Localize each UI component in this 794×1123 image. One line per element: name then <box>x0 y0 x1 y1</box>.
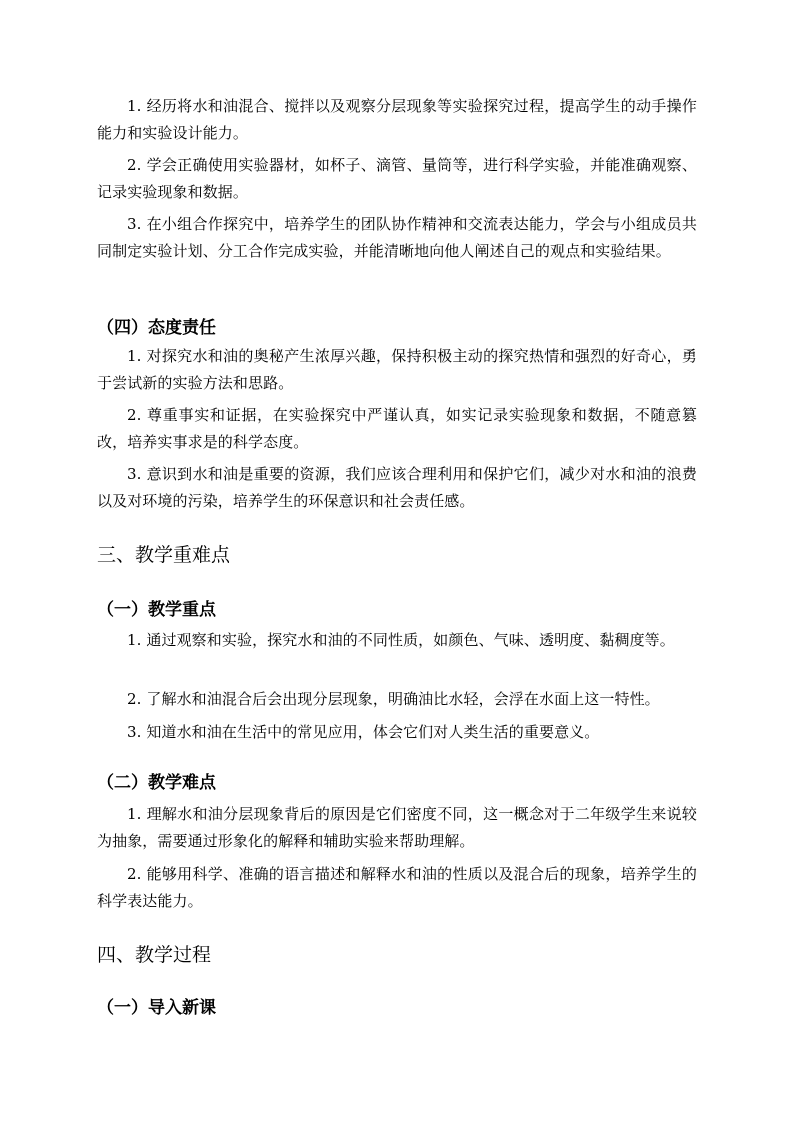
heading-key-points: （一）教学重点 <box>97 600 216 620</box>
key-paragraph-2: 2. 了解水和油混合后会出现分层现象，明确油比水轻，会浮在水面上这一特性。 <box>127 690 660 708</box>
difficulty-paragraph-2: 2. 能够用科学、准确的语言描述和解释水和油的性质以及混合后的现象，培养学生的科学表达能力。 <box>97 865 697 910</box>
skill-paragraph-3: 3. 在小组合作探究中，培养学生的团队协作精神和交流表达能力，学会与小组成员共同制定实验计划、分工合作完成实验，并能清晰地向他人阐述自己的观点和实验结果。 <box>97 215 697 260</box>
heading-section-4: 四、教学过程 <box>97 944 212 966</box>
attitude-paragraph-2: 2. 尊重事实和证据，在实验探究中严谨认真，如实记录实验现象和数据，不随意篡改，培养实事求是的科学态度。 <box>97 406 697 451</box>
heading-section-3: 三、教学重难点 <box>97 544 231 566</box>
difficulty-paragraph-1: 1. 理解水和油分层现象背后的原因是它们密度不同，这一概念对于二年级学生来说较为抽象，需要通过形象化的解释和辅助实验来帮助理解。 <box>97 805 697 850</box>
attitude-paragraph-1: 1. 对探究水和油的奥秘产生浓厚兴趣，保持积极主动的探究热情和强烈的好奇心，勇于尝试新的实验方法和思路。 <box>97 347 697 392</box>
heading-intro: （一）导入新课 <box>97 998 216 1018</box>
skill-paragraph-2: 2. 学会正确使用实验器材，如杯子、滴管、量筒等，进行科学实验，并能准确观察、记录实验现象和数据。 <box>97 156 697 201</box>
key-paragraph-1: 1. 通过观察和实验，探究水和油的不同性质，如颜色、气味、透明度、黏稠度等。 <box>127 631 675 649</box>
heading-attitude: （四）态度责任 <box>97 318 216 338</box>
heading-difficulties: （二）教学难点 <box>97 773 216 793</box>
attitude-paragraph-3: 3. 意识到水和油是重要的资源，我们应该合理利用和保护它们，减少对水和油的浪费以及对环境的污染，培养学生的环保意识和社会责任感。 <box>97 465 697 510</box>
skill-paragraph-1: 1. 经历将水和油混合、搅拌以及观察分层现象等实验探究过程，提高学生的动手操作能力和实验设计能力。 <box>97 97 697 142</box>
key-paragraph-3: 3. 知道水和油在生活中的常见应用，体会它们对人类生活的重要意义。 <box>127 723 600 741</box>
